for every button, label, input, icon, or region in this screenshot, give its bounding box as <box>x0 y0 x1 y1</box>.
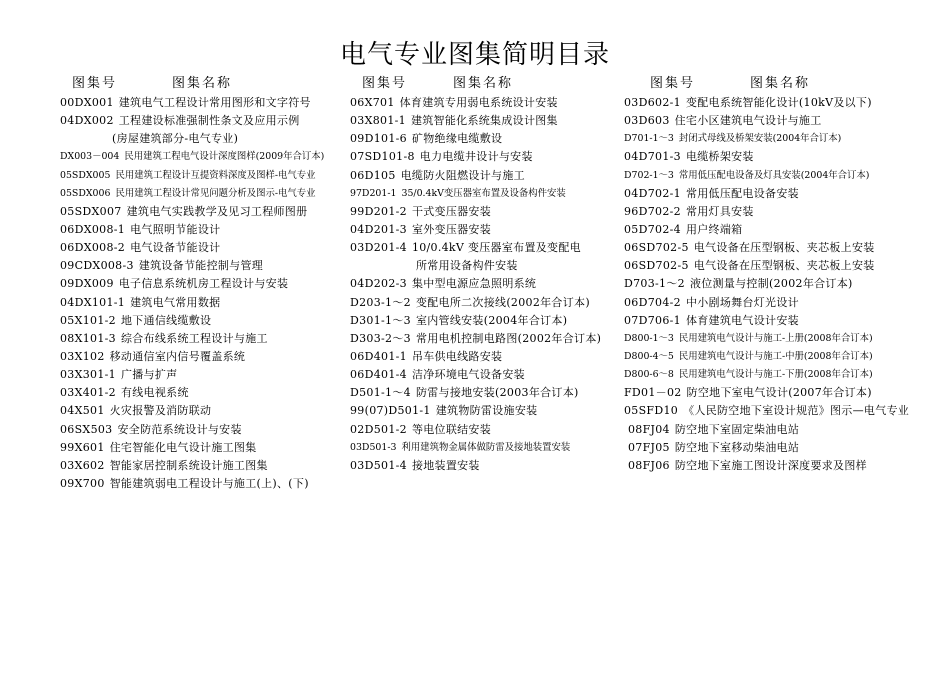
catalog-entry <box>60 257 345 275</box>
catalog-entry <box>60 457 345 475</box>
catalog-list <box>624 94 924 475</box>
atlas-name: 电气设备在压型钢板、夹芯板上安装 <box>693 259 875 273</box>
atlas-code: D701-1～3 <box>624 133 674 145</box>
atlas-name: 民用建筑工程电气设计深度图样(2009年合订本) <box>124 151 325 163</box>
atlas-name: 10/0.4kV 变压器室布置及变配电 <box>411 241 581 255</box>
atlas-code: D501-1～4 <box>350 386 411 400</box>
atlas-code: 06D401-1 <box>350 349 407 363</box>
catalog-column-3 <box>624 72 924 475</box>
catalog-entry <box>624 148 924 166</box>
header-code-label: 图集号 <box>650 76 696 91</box>
atlas-name: 综合布线系统工程设计与施工 <box>120 331 268 345</box>
catalog-entry <box>350 94 620 112</box>
catalog-entry <box>624 203 924 221</box>
catalog-entry <box>60 439 345 457</box>
catalog-entry <box>624 402 924 420</box>
atlas-code: 09DX009 <box>60 277 114 291</box>
atlas-code: 06D704-2 <box>624 295 681 309</box>
catalog-entry <box>60 366 345 384</box>
atlas-code: 03D603 <box>624 114 670 128</box>
catalog-list <box>350 94 620 475</box>
catalog-entry <box>60 94 345 112</box>
atlas-name: 用户终端箱 <box>685 222 743 236</box>
atlas-code: 05D702-4 <box>624 222 681 236</box>
atlas-code: 06SX503 <box>60 422 113 436</box>
catalog-entry <box>350 330 620 348</box>
atlas-name: 中小剧场舞台灯光设计 <box>685 295 799 309</box>
atlas-code: D800-6～8 <box>624 369 674 381</box>
atlas-code: 05SDX007 <box>60 204 122 218</box>
atlas-name: 体育建筑电气设计安装 <box>685 313 799 327</box>
atlas-code: D703-1～2 <box>624 277 685 291</box>
atlas-name: 35/0.4kV变压器室布置及设备构件安装 <box>401 187 566 199</box>
atlas-name: 智能建筑弱电工程设计与施工(上)、(下) <box>109 476 309 490</box>
atlas-name: 建筑电气实践教学及见习工程师图册 <box>126 204 308 218</box>
catalog-entry <box>60 330 345 348</box>
atlas-name: 集中型电源应急照明系统 <box>411 277 537 291</box>
catalog-entry <box>350 402 620 420</box>
atlas-code: 08X101-3 <box>60 331 116 345</box>
atlas-name: 等电位联结安装 <box>411 422 492 436</box>
atlas-name: 封闭式母线及桥架安装(2004年合订本) <box>678 133 842 145</box>
catalog-entry <box>60 112 345 130</box>
catalog-entry <box>60 221 345 239</box>
atlas-code: 03X401-2 <box>60 386 116 400</box>
atlas-code: D800-1～3 <box>624 332 674 344</box>
atlas-name: 民用建筑电气设计与施工-下册(2008年合订本) <box>678 369 873 381</box>
catalog-entry <box>60 384 345 402</box>
catalog-entry <box>350 275 620 293</box>
catalog-entry <box>624 167 924 185</box>
atlas-code: 03D201-4 <box>350 241 407 255</box>
catalog-entry <box>624 330 924 348</box>
atlas-code: D301-1～3 <box>350 313 411 327</box>
atlas-code: 03D501-3 <box>350 441 397 453</box>
atlas-code: 99(07)D501-1 <box>350 404 431 418</box>
atlas-code: 97D201-1 <box>350 187 397 199</box>
catalog-entry <box>60 402 345 420</box>
atlas-code: 06X701 <box>350 96 395 109</box>
catalog-column-1 <box>60 72 345 493</box>
atlas-name: 建筑物防雷设施安装 <box>435 404 538 418</box>
atlas-code: 06SD702-5 <box>624 241 689 255</box>
catalog-entry <box>624 384 924 402</box>
column-header <box>624 72 924 94</box>
atlas-name: 常用灯具安装 <box>685 204 754 218</box>
atlas-code: FD01－02 <box>624 386 682 400</box>
atlas-code: D702-1～3 <box>624 169 674 181</box>
atlas-code: 04DX101-1 <box>60 295 126 309</box>
catalog-entry <box>60 421 345 439</box>
atlas-name: 民用建筑工程设计互提资料深度及图样-电气专业 <box>115 169 316 181</box>
catalog-entry <box>350 148 620 166</box>
atlas-name: (房屋建筑部分-电气专业) <box>112 132 239 146</box>
catalog-entry <box>350 294 620 312</box>
atlas-name: 体育建筑专用弱电系统设计安装 <box>399 96 558 109</box>
catalog-entry <box>350 130 620 148</box>
catalog-entry <box>350 185 620 203</box>
catalog-entry <box>60 239 345 257</box>
catalog-entry <box>350 366 620 384</box>
catalog-entry <box>60 294 345 312</box>
atlas-name: 有线电视系统 <box>120 386 189 400</box>
atlas-name: 常用低压配电设备安装 <box>685 186 799 200</box>
atlas-code: 99X601 <box>60 440 105 454</box>
catalog-entry <box>624 275 924 293</box>
atlas-name: 电缆桥架安装 <box>685 150 754 164</box>
atlas-code: 03X102 <box>60 349 105 363</box>
catalog-entry <box>350 203 620 221</box>
atlas-code: 03X602 <box>60 458 105 472</box>
catalog-entry <box>60 275 345 293</box>
atlas-name: 建筑设备节能控制与管理 <box>138 259 264 273</box>
atlas-name: 住宅智能化电气设计施工图集 <box>109 440 257 454</box>
atlas-name: 电气设备节能设计 <box>130 241 221 255</box>
atlas-code: 04D702-1 <box>624 186 681 200</box>
atlas-code: 09CDX008-3 <box>60 259 134 273</box>
column-header <box>60 72 345 94</box>
atlas-name: 《人民防空地下室设计规范》图示—电气专业 <box>683 404 910 418</box>
catalog-entry <box>350 421 620 439</box>
catalog-entry <box>624 457 924 475</box>
catalog-entry <box>350 257 620 275</box>
atlas-code: 05SDX005 <box>60 169 111 181</box>
atlas-name: 广播与扩声 <box>120 368 178 382</box>
atlas-code: 04D202-3 <box>350 277 407 291</box>
atlas-code: 04DX002 <box>60 114 114 128</box>
catalog-entry <box>624 130 924 148</box>
atlas-name: 液位测量与控制(2002年合订本) <box>689 277 853 291</box>
atlas-code: D203-1～2 <box>350 295 411 309</box>
page-title: 电气专业图集简明目录 <box>339 40 610 70</box>
catalog-entry <box>624 439 924 457</box>
header-code-label: 图集号 <box>362 76 408 91</box>
atlas-name: 常用电机控制电路图(2002年合订本) <box>415 331 602 345</box>
catalog-entry <box>60 203 345 221</box>
atlas-name: 室外变压器安装 <box>411 222 492 236</box>
catalog-entry <box>624 221 924 239</box>
catalog-entry <box>624 421 924 439</box>
catalog-entry <box>60 130 345 148</box>
catalog-entry <box>350 167 620 185</box>
catalog-entry <box>350 384 620 402</box>
atlas-code: 07SD101-8 <box>350 150 415 164</box>
catalog-entry <box>624 257 924 275</box>
atlas-name: 常用低压配电设备及灯具安装(2004年合订本) <box>678 169 870 181</box>
atlas-code: 03D501-4 <box>350 458 407 472</box>
atlas-code: 03X301-1 <box>60 368 116 382</box>
atlas-name: 接地装置安装 <box>411 458 480 472</box>
atlas-name: 安全防范系统设计与安装 <box>117 422 242 436</box>
atlas-code: 96D702-2 <box>624 204 681 218</box>
atlas-name: 建筑电气常用数据 <box>130 295 221 309</box>
catalog-entry <box>60 475 345 493</box>
atlas-name: 电子信息系统机房工程设计与安装 <box>118 277 289 291</box>
catalog-entry <box>60 348 345 366</box>
atlas-code: 04X501 <box>60 404 105 418</box>
catalog-entry <box>350 221 620 239</box>
catalog-entry <box>350 439 620 457</box>
catalog-entry <box>624 312 924 330</box>
atlas-name: 电气照明节能设计 <box>130 222 221 236</box>
catalog-entry <box>350 457 620 475</box>
atlas-name: 防空地下室施工图设计深度要求及图样 <box>674 458 867 472</box>
atlas-code: 06D401-4 <box>350 368 407 382</box>
atlas-name: 防空地下室固定柴油电站 <box>674 422 800 436</box>
header-name-label: 图集名称 <box>750 76 811 91</box>
atlas-name: 建筑电气工程设计常用图形和文字符号 <box>118 96 311 109</box>
atlas-name: 火灾报警及消防联动 <box>109 404 212 418</box>
atlas-name: 矿物绝缘电缆敷设 <box>411 132 503 146</box>
atlas-code: 00DX001 <box>60 96 114 109</box>
catalog-entry <box>350 312 620 330</box>
catalog-list <box>60 94 345 493</box>
atlas-name: 利用建筑物金属体做防雷及接地装置安装 <box>401 441 571 453</box>
atlas-code: D303-2～3 <box>350 331 411 345</box>
atlas-code: D800-4～5 <box>624 350 674 362</box>
atlas-name: 建筑智能化系统集成设计图集 <box>410 114 558 128</box>
catalog-entry <box>624 239 924 257</box>
atlas-name: 地下通信线缆敷设 <box>120 313 212 327</box>
atlas-code: 04D201-3 <box>350 222 407 236</box>
atlas-code: 04D701-3 <box>624 150 681 164</box>
atlas-name: 电力电缆井设计与安装 <box>419 150 533 164</box>
column-header <box>350 72 620 94</box>
atlas-code: 05SFD10 <box>624 404 679 418</box>
header-code-label: 图集号 <box>72 76 118 91</box>
atlas-name: 电缆防火阻燃设计与施工 <box>400 168 525 182</box>
atlas-name: 变配电所二次接线(2002年合订本) <box>415 295 590 309</box>
catalog-column-2 <box>350 72 620 475</box>
catalog-entry <box>624 348 924 366</box>
atlas-code: 02D501-2 <box>350 422 407 436</box>
atlas-name: 变配电系统智能化设计(10kV及以下) <box>685 96 872 109</box>
atlas-name: 民用建筑工程设计常见问题分析及图示-电气专业 <box>115 187 316 199</box>
atlas-code: 03D602-1 <box>624 96 681 109</box>
header-name-label: 图集名称 <box>172 76 233 91</box>
atlas-name: 民用建筑电气设计与施工-中册(2008年合订本) <box>678 350 873 362</box>
catalog-entry <box>60 185 345 203</box>
atlas-name: 吊车供电线路安装 <box>411 349 503 363</box>
atlas-name: 防雷与接地安装(2003年合订本) <box>415 386 579 400</box>
catalog-entry <box>624 185 924 203</box>
atlas-code: 05SDX006 <box>60 187 111 199</box>
catalog-entry <box>60 148 345 166</box>
atlas-code: 03X801-1 <box>350 114 406 128</box>
atlas-name: 工程建设标准强制性条文及应用示例 <box>118 114 300 128</box>
atlas-name: 住宅小区建筑电气设计与施工 <box>674 114 822 128</box>
catalog-entry <box>624 366 924 384</box>
atlas-name: 民用建筑电气设计与施工-上册(2008年合订本) <box>678 332 873 344</box>
header-name-label: 图集名称 <box>453 76 514 91</box>
catalog-entry <box>624 294 924 312</box>
atlas-code: 07FJ05 <box>628 440 670 454</box>
atlas-name: 移动通信室内信号覆盖系统 <box>109 349 246 363</box>
atlas-name: 洁净环境电气设备安装 <box>411 368 525 382</box>
atlas-code: DX003－004 <box>60 151 120 163</box>
atlas-code: 07D706-1 <box>624 313 681 327</box>
atlas-code: 99D201-2 <box>350 204 407 218</box>
atlas-code: 06DX008-1 <box>60 222 126 236</box>
atlas-code: 08FJ04 <box>628 422 670 436</box>
atlas-name: 智能家居控制系统设计施工图集 <box>109 458 268 472</box>
atlas-name: 电气设备在压型钢板、夹芯板上安装 <box>693 241 875 255</box>
atlas-name: 防空地下室移动柴油电站 <box>674 440 800 454</box>
catalog-entry <box>624 112 924 130</box>
atlas-code: 06DX008-2 <box>60 241 126 255</box>
catalog-entry <box>624 94 924 112</box>
catalog-entry <box>60 312 345 330</box>
atlas-code: 09D101-6 <box>350 132 407 146</box>
catalog-entry <box>350 239 620 257</box>
atlas-name: 所常用设备构件安装 <box>416 259 518 273</box>
atlas-name: 室内管线安装(2004年合订本) <box>415 313 568 327</box>
atlas-code: 08FJ06 <box>628 458 670 472</box>
catalog-entry <box>350 112 620 130</box>
atlas-code: 06D105 <box>350 168 396 182</box>
atlas-name: 防空地下室电气设计(2007年合订本) <box>686 386 872 400</box>
catalog-entry <box>350 348 620 366</box>
atlas-name: 干式变压器安装 <box>411 204 492 218</box>
atlas-code: 09X700 <box>60 476 105 490</box>
atlas-code: 06SD702-5 <box>624 259 689 273</box>
catalog-entry <box>60 167 345 185</box>
atlas-code: 05X101-2 <box>60 313 116 327</box>
